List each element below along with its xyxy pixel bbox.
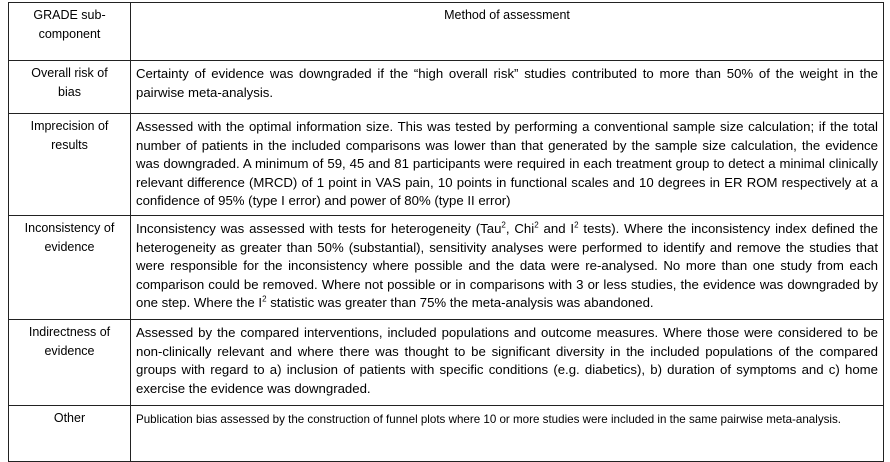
superscript: 2 — [534, 220, 539, 230]
superscript: 2 — [574, 220, 579, 230]
method-cell: Assessed by the compared interventions, included populations and outcome measures. Where those were considered to be non-clinically relevant and where there was thought to be significant diversity in the included populations of the compared groups with regard to a) inclusion of patients with specific conditions (e.g. diabetics), b) duration of symptoms and c) home exercise the evidence was downgraded. — [131, 320, 884, 406]
component-line1: Other — [53, 411, 86, 425]
method-text: and I — [538, 221, 575, 236]
method-text: , Chi — [505, 221, 535, 236]
component-line1: Inconsistency of — [24, 221, 115, 235]
method-text: Inconsistency was assessed with tests for heterogeneity (Tau — [136, 221, 502, 236]
component-cell — [9, 406, 131, 462]
superscript: 2 — [501, 220, 506, 230]
component-line2: results — [51, 138, 88, 152]
component-line1: Indirectness of — [28, 325, 111, 339]
component-line1: Overall risk of — [31, 66, 108, 80]
superscript: 2 — [262, 294, 267, 304]
component-line2: evidence — [44, 240, 95, 254]
method-cell: Assessed with the optimal information size. This was tested by performing a conventional sample size calculation; if the total number of patients in the included comparisons was lower than that generated by the sample size calculation, the evidence was downgraded. A minimum of 59, 45 and 81 participants were required in each treatment group to detect a minimal clinically relevant difference (MRCD) of 1 point in VAS pain, 10 points in functional scales and 10 degrees in ER ROM respectively at a confidence of 95% (type I error) and power of 80% (type II error) — [131, 114, 884, 216]
table-row-indirectness — [9, 320, 884, 406]
component-cell — [9, 320, 131, 406]
method-cell: Publication bias assessed by the construction of funnel plots where 10 or more studies were included in the same pairwise meta-analysis. — [131, 406, 884, 462]
component-cell — [9, 216, 131, 320]
header-component-line2: component — [38, 27, 101, 41]
header-method-cell: Method of assessment — [131, 3, 884, 61]
component-line2: evidence — [44, 344, 95, 358]
header-row — [9, 3, 884, 61]
table-row-inconsistency — [9, 216, 884, 320]
method-text: tests). Where the inconsistency index defined the heterogeneity as greater than 50% (substantial), sensitivity analyses were performed to identify and remove the studies that were responsible for the inconsistency where possible and the data were re-analysed. No more than one study from each comparison could be removed. Where not possible or in comparisons with 3 or less studies, the evidence was downgraded by one step. Where the I — [136, 221, 878, 311]
grade-table — [8, 2, 884, 462]
component-line2: bias — [58, 85, 81, 99]
method-cell — [131, 216, 884, 320]
method-text: statistic was greater than 75% the meta-analysis was abandoned. — [266, 295, 654, 311]
component-cell — [9, 61, 131, 114]
component-line1: Imprecision of — [30, 119, 109, 133]
method-cell: Certainty of evidence was downgraded if the “high overall risk” studies contributed to more than 50% of the weight in the pairwise meta-analysis. — [131, 61, 884, 114]
table-row-other — [9, 406, 884, 462]
table-row-imprecision — [9, 114, 884, 216]
header-component-cell — [9, 3, 131, 61]
table-row-risk-of-bias — [9, 61, 884, 114]
header-component-line1: GRADE sub- — [33, 8, 106, 22]
component-cell — [9, 114, 131, 216]
